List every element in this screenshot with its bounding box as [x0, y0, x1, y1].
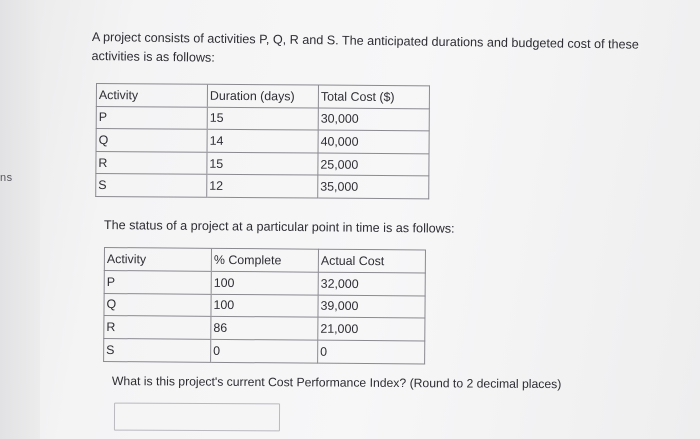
status-header-activity: Activity [104, 248, 211, 272]
budget-cell-activity: R [96, 151, 207, 174]
budget-cell-cost: 30,000 [318, 108, 429, 131]
cpi-question-text: What is this project's current Cost Performance Index? (Round to 2 decimal places) [111, 374, 562, 392]
status-cell-activity: P [104, 270, 211, 294]
budget-header-activity: Activity [96, 84, 207, 107]
cutoff-label: ns [0, 172, 13, 184]
budget-cell-cost: 25,000 [318, 153, 429, 176]
budget-cell-cost: 35,000 [318, 175, 429, 198]
budget-header-cost: Total Cost ($) [318, 85, 429, 108]
status-header-complete: % Complete [211, 248, 318, 272]
budget-header-duration: Duration (days) [207, 84, 318, 107]
budget-table [95, 83, 430, 199]
status-table [103, 247, 426, 365]
left-panel-edge [0, 0, 40, 439]
status-cell-complete: 100 [211, 294, 318, 318]
status-cell-complete: 86 [211, 317, 318, 341]
table-row [104, 270, 425, 295]
budget-cell-duration: 14 [207, 129, 318, 152]
status-text: The status of a project at a particular point in time is as follows: [103, 218, 455, 236]
table-row [104, 293, 425, 318]
table-row [96, 174, 429, 199]
status-cell-complete: 0 [211, 340, 318, 364]
status-cell-actual-cost: 21,000 [318, 318, 425, 342]
budget-cell-activity: P [96, 106, 207, 129]
table-row [96, 106, 429, 131]
budget-cell-cost: 40,000 [318, 130, 429, 153]
intro-text: A project consists of activities P, Q, R and S. The anticipated durations and budgeted cost of these activities is as follows: [91, 29, 639, 65]
status-cell-activity: Q [104, 293, 211, 317]
status-cell-complete: 100 [211, 271, 318, 295]
budget-cell-duration: 12 [207, 175, 318, 198]
budget-cell-activity: S [96, 174, 207, 197]
status-cell-actual-cost: 0 [318, 340, 425, 364]
status-header-actual-cost: Actual Cost [318, 249, 425, 273]
table-row [104, 316, 425, 341]
budget-cell-activity: Q [96, 129, 207, 152]
answer-input[interactable] [114, 403, 280, 432]
budget-cell-duration: 15 [207, 152, 318, 175]
status-table-header-row [104, 248, 425, 273]
status-cell-activity: R [104, 316, 211, 340]
table-row [96, 151, 429, 176]
budget-table-header-row [96, 84, 429, 109]
table-row [104, 339, 425, 364]
budget-cell-duration: 15 [207, 107, 318, 130]
status-cell-activity: S [104, 339, 211, 363]
status-cell-actual-cost: 32,000 [318, 272, 425, 296]
status-cell-actual-cost: 39,000 [318, 295, 425, 319]
table-row [96, 129, 429, 154]
